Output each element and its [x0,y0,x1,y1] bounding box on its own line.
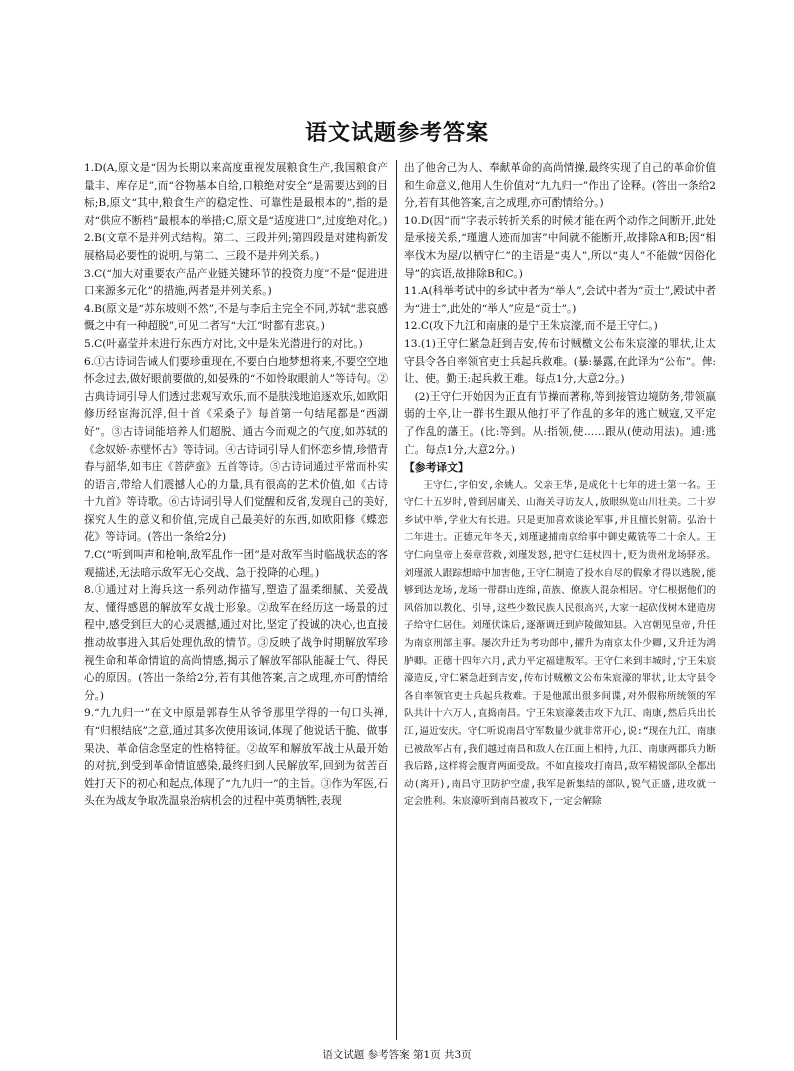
answer-6: 6.①古诗词告诫人们要珍重现在,不要白白地梦想将来,不要空空地怀念过去,做好眼前要做的,如晏殊的“不如怜取眼前人”等诗句。②古典诗词引导人们透过悲观写欢乐,而不是肤浅地追逐欢乐,如欧阳修历经宦海沉浮,但十首《采桑子》每首第一句结尾都是“西湖好”。③古诗词能培养人们超脱、通古今而观之的气度,如苏轼的《念奴娇·赤壁怀古》等诗词。④古诗词引导人们怀恋乡情,珍惜青春与韶华,如韦庄《菩萨蛮》五首等诗。⑤古诗词通过平常而朴实的语言,带给人们震撼人心的力量,具有很高的艺术价值,如《古诗十九首》等诗歌。⑥古诗词引导人们觉醒和反省,发现自己的美好,探究人生的意义和价值,完成自己最美好的东西,如欧阳修《蝶恋花》等诗词。(答出一条给2分) [84,355,388,544]
page-footer: 语文试题 参考答案 第1页 共3页 [322,1049,472,1061]
answers-right-column [404,160,716,1040]
answer-5: 5.C(叶嘉莹并未进行东西方对比,文中是朱光潜进行的对比。) [84,337,363,350]
answer-2: 2.B(文章不是并列式结构。第二、三段并列;第四段是对建构新发展格局必要性的说明,与第二、三段不是并列关系。) [84,232,388,262]
answer-7: 7.C(“听到叫声和枪响,敌军乱作一团”是对敌军当时临战状态的客观描述,无法暗示敌军无心交战、急于投降的心理。) [84,549,388,579]
answer-12: 12.C(攻下九江和南康的是宁王朱宸濠,而不是王守仁。) [404,320,658,333]
answer-13-part-2: (2)王守仁开始因为正直有节操而著称,等到接管边境防务,带领羸弱的士卒,让一群书生跟从他打平了作乱的多年的逃亡贼寇,又平定了作乱的藩王。(比:等到。从:指领,使……跟从(使动用法)。逋:逃亡。每点1分,大意2分。) [404,390,716,456]
answers-left-column [84,160,388,1040]
answer-10: 10.D(因“而”字表示转折关系的时候才能在两个动作之间断开,此处是承接关系,“瑾遣人迹而加害”中间就不能断开,故排除A和B;因“相率伐木为屋/以栖守仁”的主语是“夷人”,所以“夷人”不能做“因俗化导”的宾语,故排除B和C。) [404,214,716,280]
answer-3: 3.C(“加大对重要农产品产业链关键环节的投资力度”不是“促进进口来源多元化”的措施,两者是并列关系。) [84,267,388,298]
answer-1: 1.D(A,原文是“因为长期以来高度重视发展粮食生产,我国粮食产量丰、库存足”,而“谷物基本自给,口粮绝对安全”是需要达到的目标;B,原文“其中,粮食生产的稳定性、可靠性是最根本的”,指的是对“供应不断档”最根本的举措;C,原文是“适度进口”,过度绝对化。) [84,162,388,227]
answer-4: 4.B(原文是“苏东坡则不然”,不是与李后主完全不同,苏轼“悲哀感慨之中有一种超脱”,可见二者写“大江”时都有悲哀。) [84,302,388,333]
translation-header: 【参考译文】 [404,461,469,475]
column-divider [396,160,397,1040]
translation-text: 王守仁,字伯安,余姚人。父亲王华,是成化十七年的进士第一名。王守仁十五岁时,曾到居庸关、山海关寻访友人,放眼纵览山川壮美。二十岁乡试中举,学业大有长进。只是更加喜欢谈论军事,并且擅长射箭。弘治十二年进士。正德元年冬天,刘瑾逮捕南京给事中御史戴铣等二十余人。王守仁向皇帝上奏章营救,刘瑾发怒,把守仁廷杖四十,贬为贵州龙场驿丞。刘瑾派人跟踪想暗中加害他,王守仁制造了投水自尽的假象才得以逃脱,能够到达龙场,龙场一带群山连绵,苗族、僚族人混杂相居。守仁根据他们的风俗加以教化、引导,这些少数民族人民很高兴,大家一起砍伐树木建造房子给守仁居住。刘瑾伏诛后,逐渐调迁到庐陵做知县。入宫朝见皇帝,升任为南京刑部主事。屡次升迁为考功郎中,擢升为南京太仆少卿,又升迁为鸿胪卿。正德十四年六月,武力平定福建叛军。王守仁来到丰城时,宁王朱宸濠造反,守仁紧急赶到吉安,传布讨贼檄文公布朱宸濠的罪状,让太守县令各自率领官吏士兵起兵救难。于是他派出很多间谍,对外假称所统领的军队共计十六万人,直捣南昌。宁王朱宸濠袭击攻下九江、南康,然后兵出长江,逼近安庆。守仁听说南昌守军数量少就非常开心,说:“现在九江、南康已被敌军占有,我们越过南昌和敌人在江面上相持,九江、南康两郡兵力断我后路,这样将会腹背两面受敌。不如直接攻打南昌,敌军精锐部队全都出动(离开),南昌守卫防护空虚,我军是新集结的部队,锐气正盛,进攻就一定会胜利。朱宸濠听到南昌被攻下,一定会解除 [404,479,716,808]
page-title: 语文试题参考答案 [304,121,489,146]
answer-8: 8.①通过对上海兵这一系列动作描写,塑造了温柔细腻、关爱战友、懂得感恩的解放军女战士形象。②敌军在经历这一场景的过程中,感受到巨大的心灵震撼,通过对比,坚定了投诚的决心,也直接推动故事进入其后处理仇敌的情节。③反映了战争时期解放军珍视生命和革命情谊的高尚情感,揭示了解放军部队能凝士气、得民心的原因。(答出一条给2分,若有其他答案,言之成理,亦可酌情给分。) [84,584,388,702]
answer-9-continued: 出了他舍己为人、奉献革命的高尚情操,最终实现了自己的革命价值和生命意义,他用人生价值对“九九归一”作出了诠释。(答出一条给2分,若有其他答案,言之成理,亦可酌情给分。) [404,162,716,210]
answer-13-part-1: 13.(1)王守仁紧急赶到吉安,传布讨贼檄文公布朱宸濠的罪状,让太守县令各自率领官吏士兵起兵救难。(暴:暴露,在此译为“公布”。俾:让、使。勤王:起兵救王难。每点1分,大意2分。) [404,337,716,386]
answer-11: 11.A(科举考试中的乡试中者为“举人”,会试中者为“贡士”,殿试中者为“进士”,此处的“举人”应是“贡士”。) [404,285,716,315]
answer-9: 9.“九九归一”在文中原是郭春生从爷爷那里学得的一句口头禅,有“归根结底”之意,通过其多次使用该词,体现了他说话干脆、做事果决、革命信念坚定的性格特征。②故军和解放军战士从最开始的对抗,到受到革命情谊感染,最终归到人民解放军,回到为贫苦百姓打天下的初心和起点,体现了“九九归一”的主旨。③作为军医,石头在为战友争取冼温泉治病机会的过程中英勇牺牲,表现 [84,707,388,808]
